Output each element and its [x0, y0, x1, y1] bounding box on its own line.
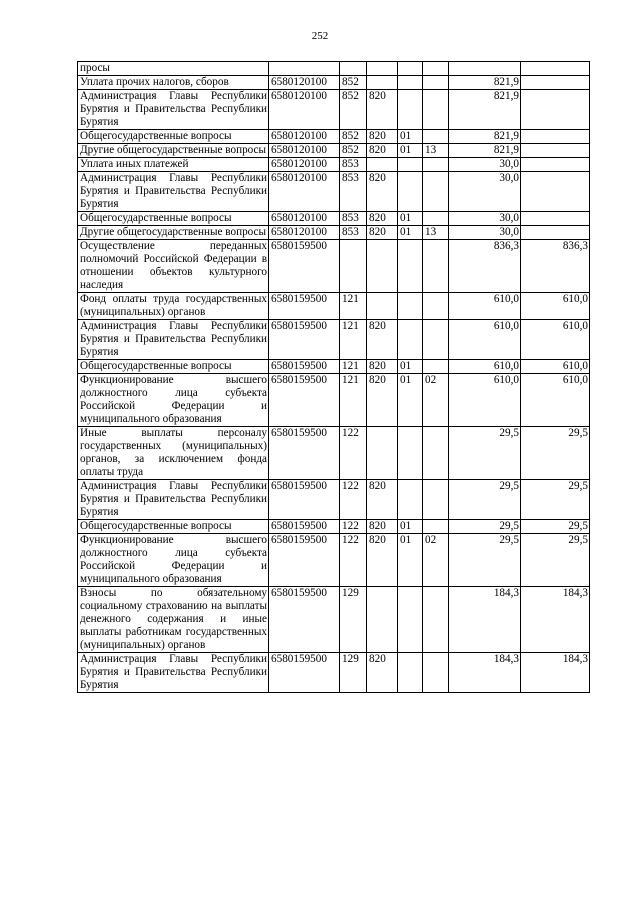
cell-name: просы	[78, 62, 269, 76]
cell-department	[367, 587, 398, 653]
cell-section	[398, 293, 423, 320]
cell-amount-1: 610,0	[449, 374, 521, 427]
cell-subsection	[423, 360, 449, 374]
cell-department: 820	[367, 144, 398, 158]
cell-amount-1: 184,3	[449, 653, 521, 693]
cell-amount-1: 184,3	[449, 587, 521, 653]
cell-expense-type: 129	[340, 653, 367, 693]
cell-subsection	[423, 653, 449, 693]
cell-department: 820	[367, 534, 398, 587]
cell-target-code: 6580120100	[269, 130, 340, 144]
cell-section: 01	[398, 520, 423, 534]
cell-expense-type: 122	[340, 520, 367, 534]
cell-section: 01	[398, 534, 423, 587]
cell-expense-type: 121	[340, 293, 367, 320]
cell-amount-1	[449, 62, 521, 76]
table-row	[78, 62, 590, 76]
table-row	[78, 360, 590, 374]
table-row	[78, 172, 590, 212]
cell-section	[398, 480, 423, 520]
cell-amount-2: 184,3	[521, 653, 590, 693]
cell-expense-type: 122	[340, 480, 367, 520]
cell-expense-type: 122	[340, 534, 367, 587]
cell-amount-1: 610,0	[449, 293, 521, 320]
cell-amount-2: 610,0	[521, 320, 590, 360]
cell-expense-type: 129	[340, 587, 367, 653]
table-row	[78, 320, 590, 360]
cell-subsection	[423, 240, 449, 293]
cell-amount-2	[521, 62, 590, 76]
cell-expense-type: 853	[340, 212, 367, 226]
cell-target-code: 6580159500	[269, 320, 340, 360]
cell-amount-2: 29,5	[521, 480, 590, 520]
cell-amount-2: 29,5	[521, 427, 590, 480]
cell-name: Фонд оплаты труда государственных (муниципальных) органов	[78, 293, 269, 320]
cell-section	[398, 587, 423, 653]
cell-section: 01	[398, 360, 423, 374]
cell-target-code: 6580159500	[269, 520, 340, 534]
cell-amount-1: 30,0	[449, 172, 521, 212]
cell-target-code: 6580120100	[269, 144, 340, 158]
cell-subsection	[423, 587, 449, 653]
cell-department	[367, 76, 398, 90]
cell-amount-2	[521, 90, 590, 130]
cell-name: Иные выплаты персоналу государственных (муниципальных) органов, за исключением фонда оплаты труда	[78, 427, 269, 480]
cell-subsection	[423, 158, 449, 172]
cell-amount-1: 29,5	[449, 534, 521, 587]
cell-target-code: 6580120100	[269, 76, 340, 90]
cell-amount-1: 821,9	[449, 144, 521, 158]
cell-department: 820	[367, 90, 398, 130]
cell-target-code: 6580120100	[269, 90, 340, 130]
cell-expense-type	[340, 240, 367, 293]
cell-department: 820	[367, 374, 398, 427]
cell-name: Общегосударственные вопросы	[78, 520, 269, 534]
cell-amount-1: 29,5	[449, 427, 521, 480]
cell-target-code: 6580159500	[269, 587, 340, 653]
cell-subsection	[423, 520, 449, 534]
cell-subsection	[423, 172, 449, 212]
cell-amount-2	[521, 158, 590, 172]
table-row	[78, 534, 590, 587]
cell-department: 820	[367, 226, 398, 240]
cell-expense-type: 121	[340, 360, 367, 374]
table-row	[78, 144, 590, 158]
cell-expense-type: 852	[340, 130, 367, 144]
cell-section	[398, 90, 423, 130]
cell-subsection	[423, 480, 449, 520]
cell-amount-1: 29,5	[449, 480, 521, 520]
cell-name: Администрация Главы Республики Бурятия и Правительства Республики Бурятия	[78, 480, 269, 520]
cell-name: Другие общегосударственные вопросы	[78, 226, 269, 240]
cell-amount-2	[521, 172, 590, 212]
cell-section	[398, 172, 423, 212]
table-row	[78, 587, 590, 653]
cell-section	[398, 427, 423, 480]
cell-section	[398, 158, 423, 172]
budget-table	[77, 61, 590, 693]
cell-name: Администрация Главы Республики Бурятия и Правительства Республики Бурятия	[78, 90, 269, 130]
cell-department: 820	[367, 172, 398, 212]
cell-amount-1: 610,0	[449, 320, 521, 360]
cell-name: Администрация Главы Республики Бурятия и Правительства Республики Бурятия	[78, 172, 269, 212]
cell-section	[398, 240, 423, 293]
cell-target-code: 6580159500	[269, 293, 340, 320]
cell-section	[398, 62, 423, 76]
cell-department: 820	[367, 480, 398, 520]
cell-amount-2: 610,0	[521, 374, 590, 427]
cell-subsection	[423, 90, 449, 130]
cell-name: Осуществление переданных полномочий Российской Федерации в отношении объектов культурного наследия	[78, 240, 269, 293]
cell-expense-type	[340, 62, 367, 76]
table-row	[78, 427, 590, 480]
cell-amount-2	[521, 226, 590, 240]
cell-target-code: 6580159500	[269, 480, 340, 520]
table-row	[78, 374, 590, 427]
cell-amount-2	[521, 130, 590, 144]
cell-expense-type: 853	[340, 172, 367, 212]
cell-name: Администрация Главы Республики Бурятия и Правительства Республики Бурятия	[78, 653, 269, 693]
cell-name: Общегосударственные вопросы	[78, 212, 269, 226]
cell-name: Другие общегосударственные вопросы	[78, 144, 269, 158]
cell-amount-2: 610,0	[521, 293, 590, 320]
cell-subsection: 02	[423, 374, 449, 427]
cell-department: 820	[367, 360, 398, 374]
table-row	[78, 653, 590, 693]
cell-subsection	[423, 130, 449, 144]
cell-department	[367, 427, 398, 480]
table-row	[78, 293, 590, 320]
cell-amount-2: 836,3	[521, 240, 590, 293]
cell-section	[398, 320, 423, 360]
cell-department	[367, 293, 398, 320]
cell-expense-type: 122	[340, 427, 367, 480]
cell-amount-2	[521, 212, 590, 226]
table-row	[78, 130, 590, 144]
table-row	[78, 76, 590, 90]
cell-target-code: 6580120100	[269, 212, 340, 226]
cell-expense-type: 853	[340, 226, 367, 240]
cell-expense-type: 852	[340, 144, 367, 158]
cell-target-code: 6580159500	[269, 360, 340, 374]
cell-amount-1: 29,5	[449, 520, 521, 534]
cell-section: 01	[398, 144, 423, 158]
cell-name: Общегосударственные вопросы	[78, 360, 269, 374]
table-row	[78, 226, 590, 240]
cell-department: 820	[367, 130, 398, 144]
cell-name: Уплата иных платежей	[78, 158, 269, 172]
cell-subsection: 02	[423, 534, 449, 587]
table-row	[78, 90, 590, 130]
cell-expense-type: 121	[340, 374, 367, 427]
cell-target-code: 6580120100	[269, 158, 340, 172]
cell-department: 820	[367, 212, 398, 226]
cell-target-code	[269, 62, 340, 76]
cell-amount-2: 610,0	[521, 360, 590, 374]
cell-section: 01	[398, 374, 423, 427]
cell-subsection	[423, 212, 449, 226]
table-row	[78, 240, 590, 293]
cell-department	[367, 158, 398, 172]
table-row	[78, 480, 590, 520]
cell-amount-1: 821,9	[449, 90, 521, 130]
cell-target-code: 6580159500	[269, 534, 340, 587]
cell-name: Администрация Главы Республики Бурятия и Правительства Республики Бурятия	[78, 320, 269, 360]
cell-amount-1: 30,0	[449, 226, 521, 240]
cell-target-code: 6580159500	[269, 427, 340, 480]
cell-amount-1: 610,0	[449, 360, 521, 374]
cell-subsection	[423, 76, 449, 90]
cell-amount-1: 836,3	[449, 240, 521, 293]
cell-subsection	[423, 293, 449, 320]
cell-department: 820	[367, 520, 398, 534]
cell-expense-type: 853	[340, 158, 367, 172]
cell-name: Уплата прочих налогов, сборов	[78, 76, 269, 90]
cell-section	[398, 653, 423, 693]
cell-target-code: 6580120100	[269, 172, 340, 212]
cell-department: 820	[367, 653, 398, 693]
cell-amount-1: 821,9	[449, 76, 521, 90]
cell-subsection	[423, 427, 449, 480]
cell-section: 01	[398, 226, 423, 240]
cell-name: Функционирование высшего должностного лица субъекта Российской Федерации и муниципального образования	[78, 374, 269, 427]
cell-amount-1: 30,0	[449, 158, 521, 172]
cell-expense-type: 852	[340, 76, 367, 90]
cell-subsection: 13	[423, 226, 449, 240]
cell-name: Общегосударственные вопросы	[78, 130, 269, 144]
cell-target-code: 6580159500	[269, 653, 340, 693]
table-row	[78, 158, 590, 172]
cell-department	[367, 240, 398, 293]
cell-department: 820	[367, 320, 398, 360]
cell-amount-2	[521, 76, 590, 90]
cell-section: 01	[398, 212, 423, 226]
cell-subsection	[423, 62, 449, 76]
cell-amount-2: 29,5	[521, 520, 590, 534]
cell-target-code: 6580120100	[269, 226, 340, 240]
cell-expense-type: 121	[340, 320, 367, 360]
cell-subsection: 13	[423, 144, 449, 158]
cell-amount-1: 821,9	[449, 130, 521, 144]
cell-name: Функционирование высшего должностного лица субъекта Российской Федерации и муниципального образования	[78, 534, 269, 587]
cell-name: Взносы по обязательному социальному страхованию на выплаты денежного содержания и иные выплаты работникам государственных (муниципальных) органов	[78, 587, 269, 653]
cell-amount-2: 184,3	[521, 587, 590, 653]
cell-target-code: 6580159500	[269, 374, 340, 427]
cell-department	[367, 62, 398, 76]
cell-section	[398, 76, 423, 90]
page-number: 252	[311, 30, 329, 42]
table-row	[78, 212, 590, 226]
cell-subsection	[423, 320, 449, 360]
cell-section: 01	[398, 130, 423, 144]
cell-expense-type: 852	[340, 90, 367, 130]
cell-amount-2	[521, 144, 590, 158]
table-row	[78, 520, 590, 534]
cell-amount-2: 29,5	[521, 534, 590, 587]
cell-target-code: 6580159500	[269, 240, 340, 293]
table-body	[78, 62, 590, 693]
cell-amount-1: 30,0	[449, 212, 521, 226]
